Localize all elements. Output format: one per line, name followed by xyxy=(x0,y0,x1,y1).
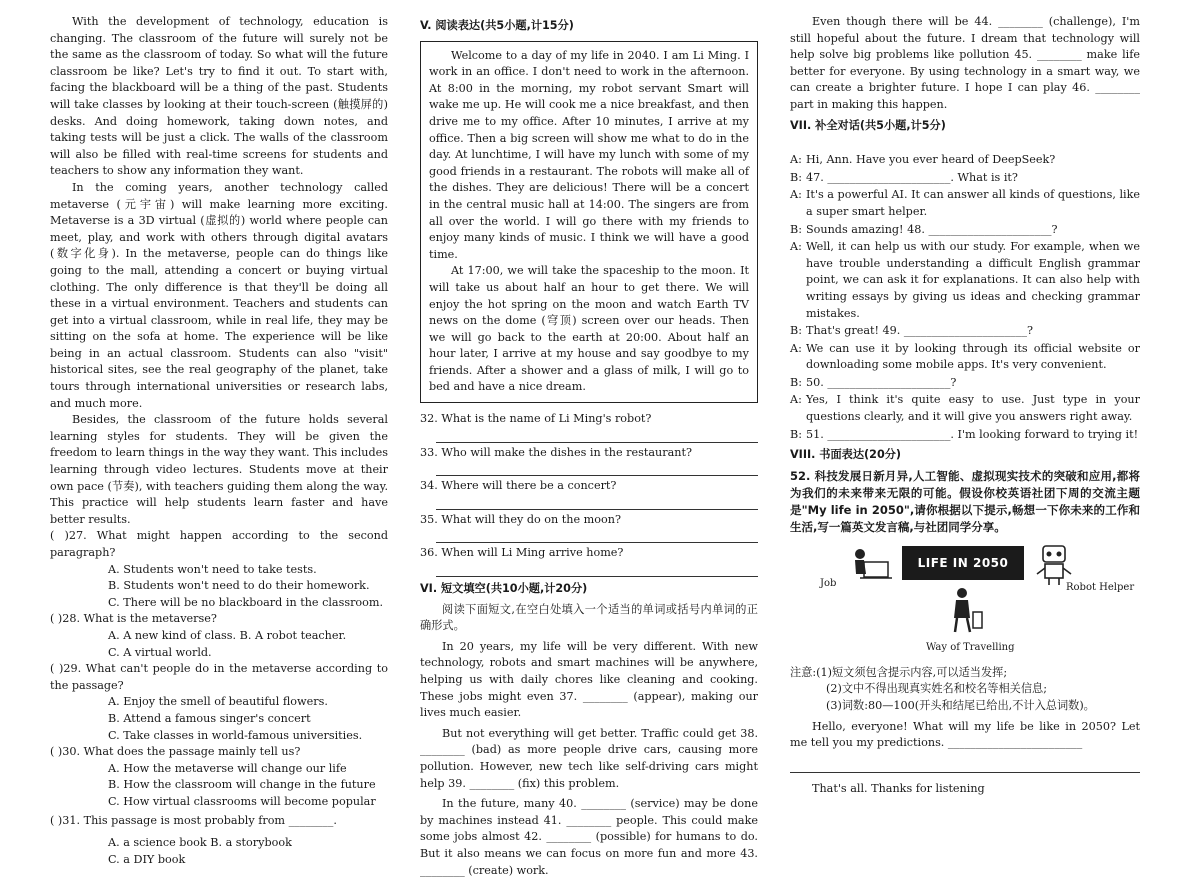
label-job: Job xyxy=(820,577,837,589)
section-heading-6: VI. 短文填空(共10小题,计20分) xyxy=(420,582,588,596)
dialogue-line: A: Well, it can help us with our study. For example, when we have trouble understanding a difficult English grammar point, we can ask it for explanations. It can also help with writing essays by giving us ideas and checking grammar mistakes. xyxy=(790,240,1140,320)
option-c: C. There will be no blackboard in the classroom. xyxy=(108,595,384,609)
prompt-pictures xyxy=(790,542,1140,657)
office-worker-icon xyxy=(850,544,896,584)
box-paragraph-2: At 17:00, we will take the spaceship to the moon. It will take us about half an hour to get there. We will enjoy the hot spring on the moon and watch Earth TV news on the dome (穹顶) screen over our heads. Then we will go back to the earth at 20:00. About half an hour later, I arrive at my house and say goodbye to my friends. After a shower and a glass of milk, I will go to bed and have a nice dream. xyxy=(429,264,749,394)
answer-line[interactable] xyxy=(436,495,758,510)
dialogue-line-49[interactable]: B: That's great! 49. ______________________? xyxy=(790,324,1033,338)
question-stem: 34. Where will there be a concert? xyxy=(420,479,617,493)
traveller-icon xyxy=(944,586,984,636)
cloze-instructions: 阅读下面短文,在空白处填入一个适当的单词或括号内单词的正确形式。 xyxy=(420,602,758,633)
section-heading-7: VII. 补全对话(共5小题,计5分) xyxy=(790,118,946,132)
question-35 xyxy=(420,512,758,544)
dialogue-line-51[interactable]: B: 51. ______________________. I'm looking forward to trying it! xyxy=(790,427,1139,441)
essay-opening[interactable]: Hello, everyone! What will my life be like in 2050? Let me tell you my predictions. ________________________ xyxy=(790,719,1140,750)
question-stem: ( )28. What is the metaverse? xyxy=(50,612,217,626)
option-b: B. Attend a famous singer's concert xyxy=(108,711,311,725)
dialogue xyxy=(790,152,1140,443)
answer-line[interactable] xyxy=(436,528,758,543)
question-30 xyxy=(50,744,388,810)
label-robot-helper: Robot Helper xyxy=(1066,581,1135,593)
dialogue-line: A: Yes, I think it's quite easy to use. Just type in your questions clearly, and it will give you answers right away. xyxy=(790,393,1140,424)
option-c: C. A virtual world. xyxy=(108,645,212,659)
note-3: (3)词数:80—100(开头和结尾已给出,不计入总词数)。 xyxy=(826,699,1095,713)
question-stem: ( )31. This passage is most probably from ________. xyxy=(50,813,337,827)
question-32 xyxy=(420,411,758,443)
dialogue-line: A: We can use it by looking through its official website or downloading some mobile apps. It's very convenient. xyxy=(790,341,1140,372)
section-heading-8: VIII. 书面表达(20分) xyxy=(790,448,902,462)
option-a: A. How the metaverse will change our life xyxy=(108,761,347,775)
option-c: C. a DIY book xyxy=(108,852,186,866)
cloze-paragraph-2: But not everything will get better. Traffic could get 38. ________ (bad) as more people drive cars, causing more pollution. However, new tech like self-driving cars might help 39. ________ (fix) this problem. xyxy=(420,726,758,790)
question-33 xyxy=(420,445,758,477)
question-stem: ( )27. What might happen according to the second paragraph? xyxy=(50,529,388,559)
reading-column-1 xyxy=(50,14,388,868)
dialogue-line: A: Hi, Ann. Have you ever heard of DeepSeek? xyxy=(790,153,1056,167)
passage-paragraph-1: With the development of technology, education is changing. The classroom of the future will surely not be the same as the classroom of today. So what will the future classroom be like? Let's try to find it out. To start with, facing the blackboard will be a thing of the past. Students will take classes by looking at their touch-screen (触摸屏的) desks. And doing homework, taking down notes, and taking tests will be just a click. The walls of the classroom will also be filled with real-time screens for students and teachers to show any information they want. xyxy=(50,15,388,178)
question-stem: ( )30. What does the passage mainly tell us? xyxy=(50,745,301,759)
answer-line[interactable] xyxy=(436,428,758,443)
option-a: A. A new kind of class. B. A robot teacher. xyxy=(108,628,347,642)
essay-line[interactable] xyxy=(790,758,1140,773)
option-a: A. Students won't need to take tests. xyxy=(108,562,317,576)
cloze-paragraph-3: In the future, many 40. ________ (service) may be done by machines instead 41. ________ people. This could make some jobs almost 42. ________ (possible) for humans to do. But it also means we can focus on more fun and more 43. ________ (create) work. xyxy=(420,797,758,877)
passage-paragraph-2: In the coming years, another technology called metaverse (元宇宙) will make learning more exciting. Metaverse is a 3D virtual (虚拟的) world where people can meet, play, and work with others through digital avatars (数字化身). In the metaverse, people can do things like going to the mall, attending a concert or buying virtual clothing. The only difference is that they'll be doing all these in a virtual environment. Teachers and students can get into a virtual classroom, while in real life, they may be sitting on the sofa at home. The experience will be like being in an actual classroom. Students can also "visit" historical sites, see the real geography of the planet, take tours through international universities or research labs, and much more. xyxy=(50,180,388,410)
question-34 xyxy=(420,478,758,510)
reading-column-3 xyxy=(790,14,1140,797)
question-stem: 32. What is the name of Li Ming's robot? xyxy=(420,412,652,426)
option-a: A. Enjoy the smell of beautiful flowers. xyxy=(108,695,328,709)
box-paragraph-1: Welcome to a day of my life in 2040. I am Li Ming. I work in an office. I don't need to work in the afternoon. At 8:00 in the morning, my robot servant Smart will wake me up. He will cook me a nice breakfast, and then drive me to my office. After 10 minutes, I arrive at my office. Then a big screen will show me what to do in the day. At lunchtime, I will have my lunch with some of my good friends in a restaurant. The robots will make all of the dishes. They are delicious! There will be a concert in the central music hall at 14:00. The singers are from all over the world. I will go there with my friends to enjoy many kinds of music. I think we will have a good time. xyxy=(429,48,749,261)
essay-closing: That's all. Thanks for listening xyxy=(812,781,985,795)
question-stem: 33. Who will make the dishes in the restaurant? xyxy=(420,445,692,459)
dialogue-line-48[interactable]: B: Sounds amazing! 48. ______________________? xyxy=(790,222,1058,236)
question-stem: ( )29. What can't people do in the metaverse according to the passage? xyxy=(50,662,388,692)
option-c: C. How virtual classrooms will become popular xyxy=(108,794,376,808)
question-29 xyxy=(50,661,388,744)
option-c: C. Take classes in world-famous universities. xyxy=(108,728,363,742)
question-stem: 35. What will they do on the moon? xyxy=(420,512,621,526)
option-b: B. Students won't need to do their homework. xyxy=(108,579,370,593)
dialogue-line: A: It's a powerful AI. It can answer all kinds of questions, like a super smart helper. xyxy=(790,188,1140,218)
option-ab: A. a science book B. a storybook xyxy=(108,836,292,850)
note-1: 注意:(1)短文须包含提示内容,可以适当发挥; xyxy=(790,665,1008,679)
passage-paragraph-3: Besides, the classroom of the future holds several learning styles for students. They will be given the freedom to learn things in the way they want. This includes learning through video lectures. Students move at their own pace (节奏), with teachers guiding them along the way. This practice will help students learn faster and have better results. xyxy=(50,413,388,526)
note-2: (2)文中不得出现真实姓名和校名等相关信息; xyxy=(826,682,1047,696)
option-b: B. How the classroom will change in the future xyxy=(108,778,376,792)
label-way-of-travelling: Way of Travelling xyxy=(926,641,1015,653)
reading-column-2 xyxy=(420,14,758,879)
answer-line[interactable] xyxy=(436,461,758,476)
reading-box xyxy=(420,41,758,403)
cloze-paragraph-4: Even though there will be 44. ________ (challenge), I'm still hopeful about the future. I dream that technology will help solve big problems like pollution 45. ________ make life better for everyone. By using technology in a smart way, we can create a brighter future. I hope I can play 46. ________ part in making this happen. xyxy=(790,15,1140,111)
dialogue-line-47[interactable]: B: 47. ______________________. What is it? xyxy=(790,170,1018,184)
answer-line[interactable] xyxy=(436,562,758,577)
question-36 xyxy=(420,545,758,577)
writing-task: 52. 科技发展日新月异,人工智能、虚拟现实技术的突破和应用,都将为我们的未来带来无限的可能。假设你校英语社团下周的交流主题是"My life in 2050",请你根据以下提示,畅想一下你未来的工作和生活,写一篇英文发言稿,与社团同学分享。 xyxy=(790,468,1140,534)
question-28 xyxy=(50,611,388,661)
dialogue-line-50[interactable]: B: 50. ______________________? xyxy=(790,375,957,389)
section-heading-5: V. 阅读表达(共5小题,计15分) xyxy=(420,19,574,32)
life-in-2050-banner: LIFE IN 2050 xyxy=(902,546,1024,580)
cloze-paragraph-1: In 20 years, my life will be very different. With new technology, robots and smart machines will be anywhere, helping us with daily chores like cleaning and cooking. These jobs might even 37. ________ (appear), making our lives much easier. xyxy=(420,639,758,720)
question-31 xyxy=(50,813,388,869)
writing-notes xyxy=(790,665,1140,715)
question-stem: 36. When will Li Ming arrive home? xyxy=(420,546,624,560)
question-27 xyxy=(50,528,388,611)
